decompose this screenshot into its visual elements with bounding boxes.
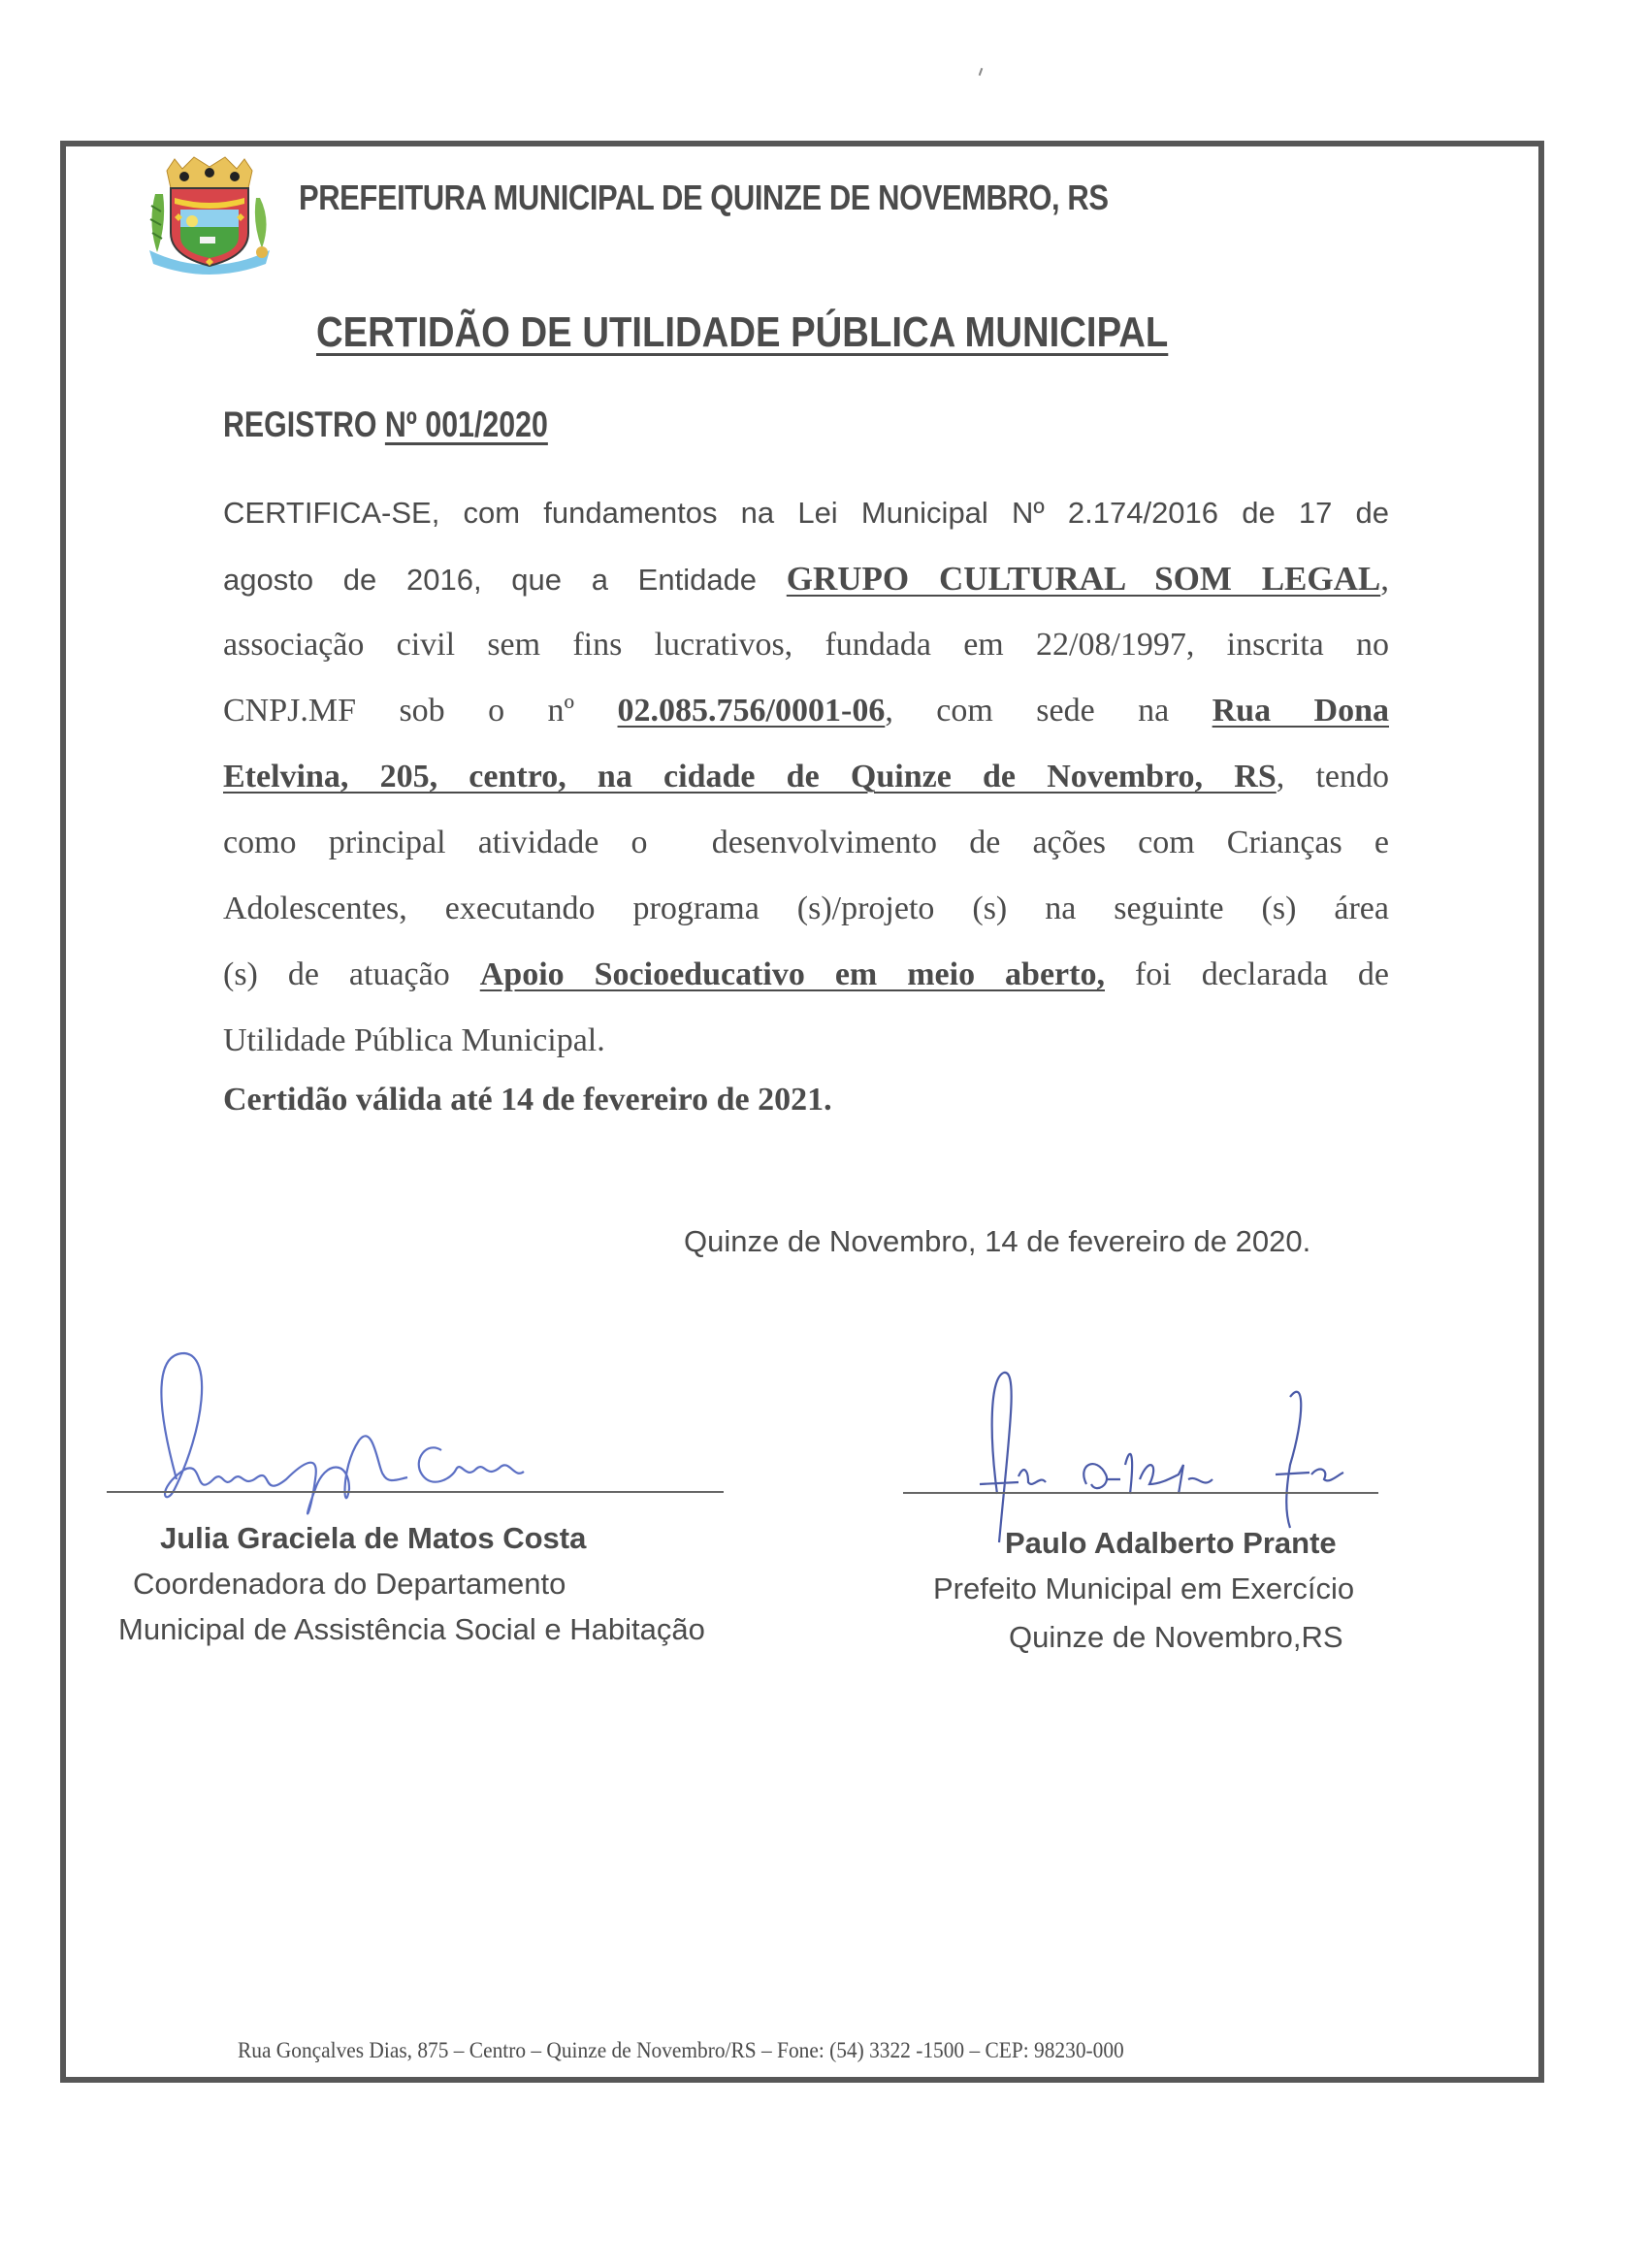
activity-area: Apoio Socioeducativo em meio aberto,: [479, 956, 1105, 992]
body-line-2: [223, 557, 1389, 601]
body-text: como principal atividade o desenvolvimento de ações com Crianças e: [223, 825, 1389, 860]
body-line-8: [223, 953, 1389, 997]
body-line-3: [223, 623, 1389, 667]
body-text: (s) de atuação: [223, 956, 480, 992]
document-title: CERTIDÃO DE UTILIDADE PÚBLICA MUNICIPAL: [316, 308, 1169, 356]
validity-statement: Certidão válida até 14 de fevereiro de 2021.: [223, 1082, 832, 1118]
coat-of-arms-icon: [142, 155, 277, 277]
registro-number: Nº 001/2020: [384, 405, 548, 444]
body-text: agosto de 2016, que a Entidade: [223, 563, 787, 597]
signatory-right-name: Paulo Adalberto Prante: [1005, 1526, 1337, 1560]
body-line-1: [223, 491, 1389, 535]
address-start: Rua Dona: [1212, 693, 1389, 729]
body-line-6: [223, 821, 1389, 865]
place-date: Quinze de Novembro, 14 de fevereiro de 2020.: [684, 1224, 1311, 1258]
cnpj-number: 02.085.756/0001-06: [617, 693, 886, 729]
signatory-left-role-2: Municipal de Assistência Social e Habitação: [118, 1612, 705, 1646]
signatory-right-role-2: Quinze de Novembro,RS: [1009, 1620, 1343, 1654]
body-line-7: [223, 887, 1389, 931]
body-text: Utilidade Pública Municipal.: [223, 1022, 605, 1058]
body-text: , tendo: [1276, 759, 1389, 794]
body-text: foi declarada de: [1104, 956, 1390, 992]
body-text: CNPJ.MF sob o nº: [223, 693, 618, 729]
signature-line-right: [903, 1492, 1378, 1494]
signatory-right-role-1: Prefeito Municipal em Exercício: [933, 1571, 1355, 1605]
body-text: ,: [1380, 560, 1389, 598]
signatory-left-name: Julia Graciela de Matos Costa: [160, 1521, 587, 1555]
signatory-left-role-1: Coordenadora do Departamento: [133, 1567, 566, 1601]
signature-right-icon: [951, 1358, 1416, 1552]
scan-mark: [979, 68, 984, 76]
body-text: , com sede na: [885, 693, 1212, 729]
registro-label: REGISTRO: [223, 405, 377, 444]
body-line-9: [223, 1019, 1389, 1063]
body-text: Adolescentes, executando programa (s)/projeto (s) na seguinte (s) área: [223, 891, 1389, 926]
address-rest: Etelvina, 205, centro, na cidade de Quinze de Novembro, RS: [223, 759, 1277, 794]
registro: [223, 405, 548, 445]
institution-header: PREFEITURA MUNICIPAL DE QUINZE DE NOVEMBRO, RS: [299, 178, 1109, 217]
entity-name: GRUPO CULTURAL SOM LEGAL: [786, 560, 1381, 598]
body-line-5: [223, 755, 1389, 799]
signature-left-icon: [116, 1344, 660, 1528]
body-text: associação civil sem fins lucrativos, fundada em 22/08/1997, inscrita no: [223, 627, 1389, 663]
body-text: CERTIFICA-SE, com fundamentos na Lei Municipal Nº 2.174/2016 de 17 de: [223, 496, 1389, 530]
signature-line-left: [107, 1491, 724, 1493]
footer-address: Rua Gonçalves Dias, 875 – Centro – Quinze de Novembro/RS – Fone: (54) 3322 -1500 – CEP: 98230-000: [238, 2038, 1124, 2062]
body-line-4: [223, 689, 1389, 733]
